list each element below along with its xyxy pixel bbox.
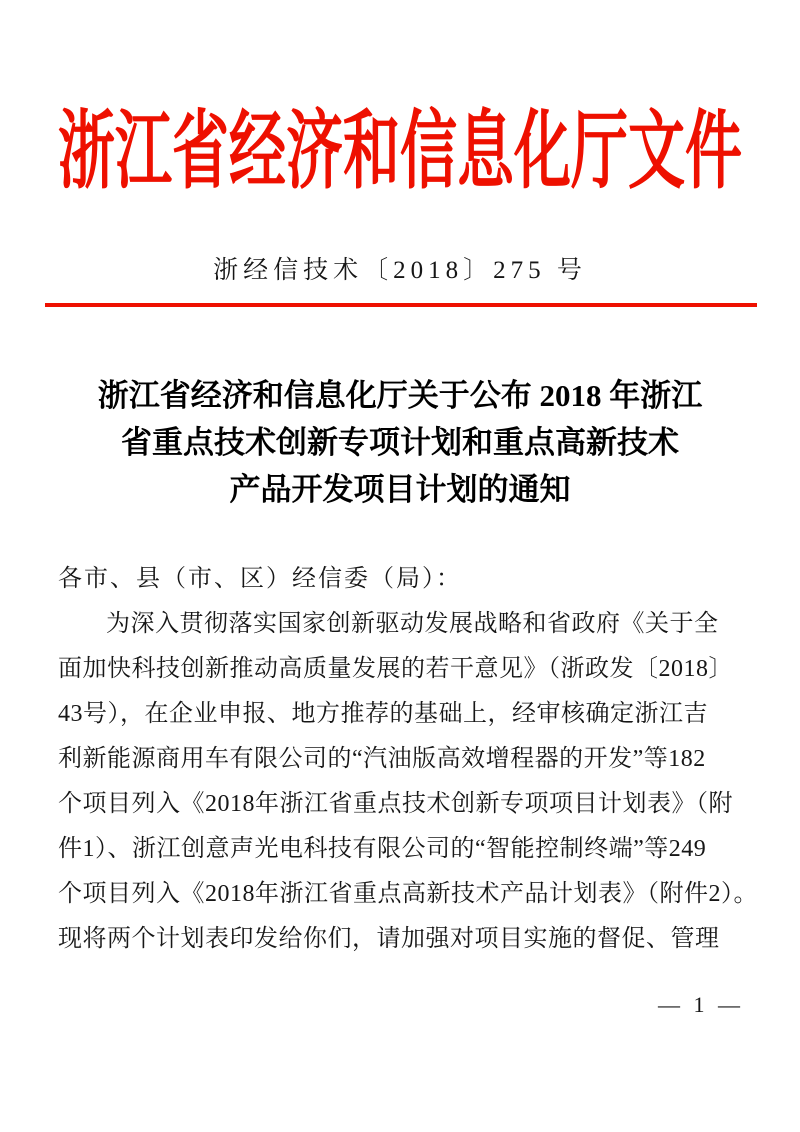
title-line-2: 省重点技术创新专项计划和重点高新技术 [121, 425, 679, 460]
document-body [58, 557, 758, 962]
agency-banner-text: 浙江省经济和信息化厅文件 [58, 105, 742, 200]
title-line-1: 浙江省经济和信息化厅关于公布 2018 年浙江 [97, 378, 703, 413]
body-line: 43号），在企业申报、地方推荐的基础上，经审核确定浙江吉 [58, 701, 708, 727]
red-divider-line [45, 303, 757, 307]
salutation-line: 各市、县（市、区）经信委（局）： [58, 566, 462, 592]
body-line: 利新能源商用车有限公司的“汽油版高效增程器的开发”等182 [58, 746, 706, 772]
body-line: 个项目列入《2018年浙江省重点技术创新专项项目计划表》（附 [58, 791, 733, 817]
body-line: 现将两个计划表印发给你们，请加强对项目实施的督促、管理 [58, 926, 720, 952]
body-line: 为深入贯彻落实国家创新驱动发展战略和省政府《关于全 [106, 611, 719, 637]
document-title [40, 372, 760, 513]
page-number: — 1 — [658, 992, 744, 1017]
body-line: 面加快科技创新推动高质量发展的若干意见》（浙政发〔2018〕 [58, 656, 733, 682]
red-header-banner [0, 92, 800, 200]
body-line: 件1）、浙江创意声光电科技有限公司的“智能控制终端”等249 [58, 836, 707, 862]
body-line: 个项目列入《2018年浙江省重点高新技术产品计划表》（附件2）。 [58, 881, 758, 907]
title-line-3: 产品开发项目计划的通知 [229, 472, 571, 507]
document-number: 浙经信技术〔2018〕275 号 [213, 257, 587, 284]
